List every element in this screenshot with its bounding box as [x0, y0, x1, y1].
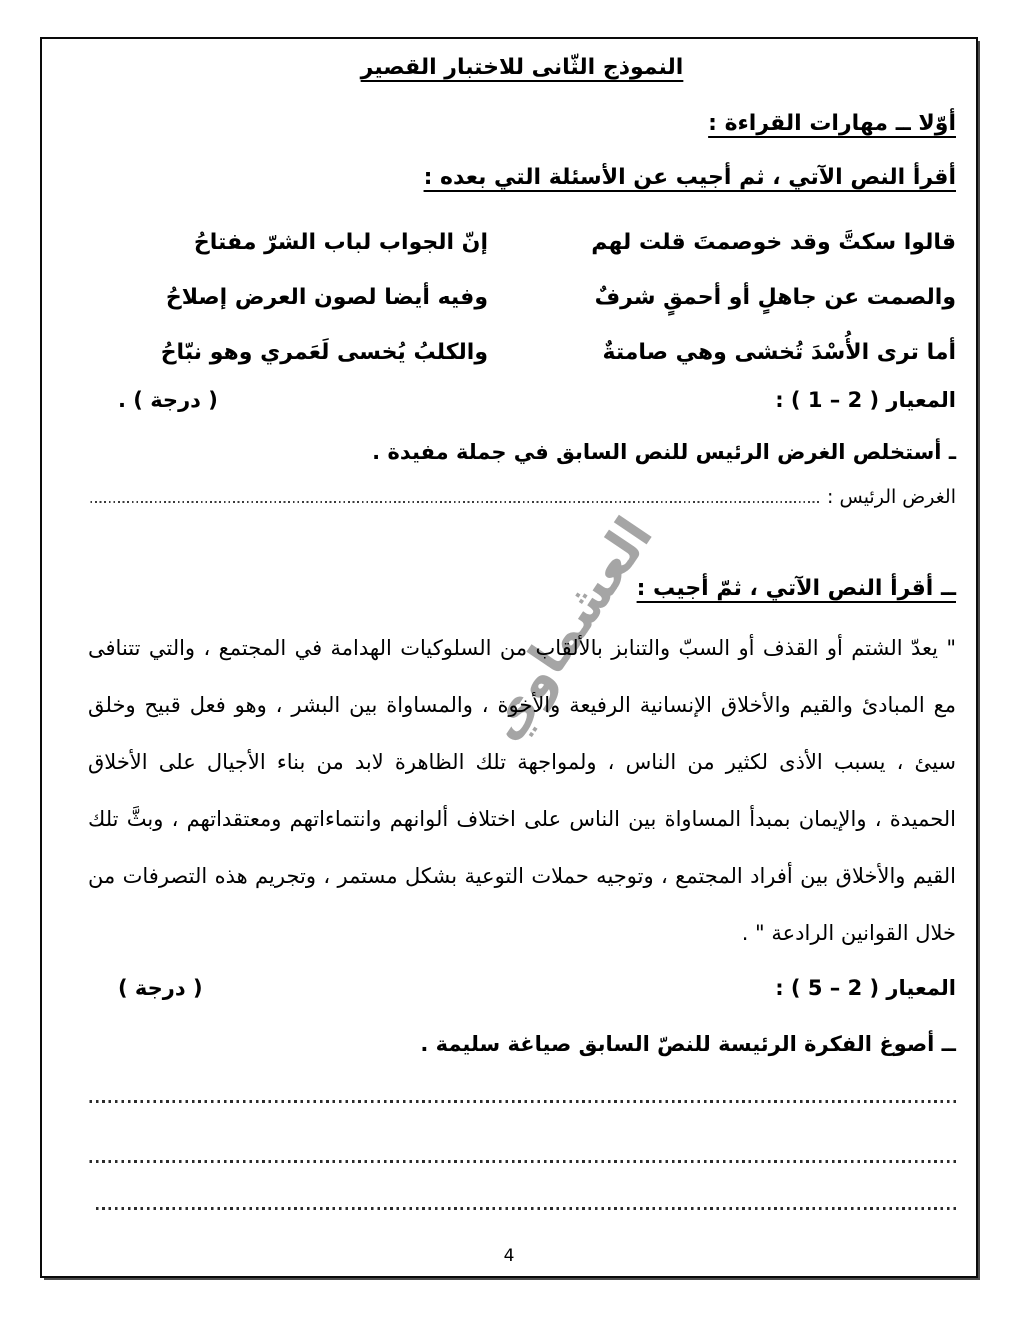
hemistich-right: والصمت عن جاهلٍ أو أحمقٍ شرفٌ [594, 285, 956, 310]
verse-row [88, 215, 956, 270]
hemistich-left: والكلبُ يُخسى لَعَمري وهو نبّاحُ [160, 340, 488, 365]
answer-label: الغرض الرئيس : [827, 486, 956, 508]
section2-heading-text: ــ أقرأ النص الآتي ، ثمّ أجيب : [636, 576, 956, 601]
task-2-text: ــ أصوغ الفكرة الرئيسة للنصّ السابق صياغة سليمة . [420, 1032, 956, 1056]
page-number: 4 [503, 1246, 515, 1266]
reading-passage: " يعدّ الشتم أو القذف أو السبّ والتنابز بالألقاب من السلوكيات الهدامة في المجتمع ، والتي تتنافى مع المبادئ والقيم والأخلاق الإنسانية الرفيعة والأخوة ، والمساواة بين البشر ، وهو فعل قبيح وخلق سيئ ، يسبب الأذى لكثير من الناس ، ولمواجهة تلك الظاهرة لابد من بناء الأجيال على الأخلاق الحميدة ، والإيمان بمبدأ المساواة بين الناس على اختلاف ألوانهم وانتماءاتهم ومعتقداتهم ، وبثَّ تلك القيم والأخلاق بين أفراد المجتمع ، وتوجيه حملات التوعية بشكل مستمر ، وتجريم هذه التصرفات من خلال القوانين الرادعة " . [88, 636, 956, 945]
task-1-text: ـ أستخلص الغرض الرئيس للنص السابق في جملة مفيدة . [372, 440, 956, 464]
section1-heading-text: أوّلا ــ مهارات القراءة : [708, 111, 956, 136]
poem-block [88, 215, 956, 380]
verse-row [88, 270, 956, 325]
verse-row [88, 325, 956, 380]
hemistich-left: إنّ الجواب لباب الشرّ مفتاحُ [193, 230, 488, 255]
document-title [88, 55, 956, 87]
criterion-1-row [88, 388, 956, 418]
criterion-2-label: المعيار ( 2 – 5 ) : [775, 976, 956, 1000]
hemistich-right: أما ترى الأُسْدَ تُخشى وهي صامتةٌ [602, 340, 956, 365]
dotted-answer-line [88, 1160, 956, 1163]
dotted-answer-line [96, 1207, 956, 1210]
reading-instruction-text: أقرأ النص الآتي ، ثم أجيب عن الأسئلة التي بعده : [423, 165, 956, 190]
page-content [42, 55, 976, 1210]
section2-heading [88, 576, 956, 608]
criterion-2-row [88, 976, 956, 1006]
document-title-text: النموذج الثّانى للاختبار القصير [360, 55, 684, 80]
reading-instruction [88, 165, 956, 195]
dotted-answer-line [88, 501, 819, 503]
watermark-text: العشماوي [473, 506, 665, 752]
page-border-frame [40, 37, 978, 1278]
hemistich-right: قالوا سكتَّ وقد خوصمتَ قلت لهم [591, 230, 956, 255]
criterion-2-marks: ( درجة ) [118, 976, 203, 1000]
criterion-1-label: المعيار ( 2 – 1 ) : [775, 388, 956, 412]
section1-heading [88, 111, 956, 141]
dotted-answer-line [88, 1100, 956, 1103]
answer-line-main-purpose [88, 482, 956, 508]
hemistich-left: وفيه أيضا لصون العرض إصلاحُ [165, 285, 488, 310]
criterion-1-marks: ( درجة ) . [118, 388, 218, 412]
